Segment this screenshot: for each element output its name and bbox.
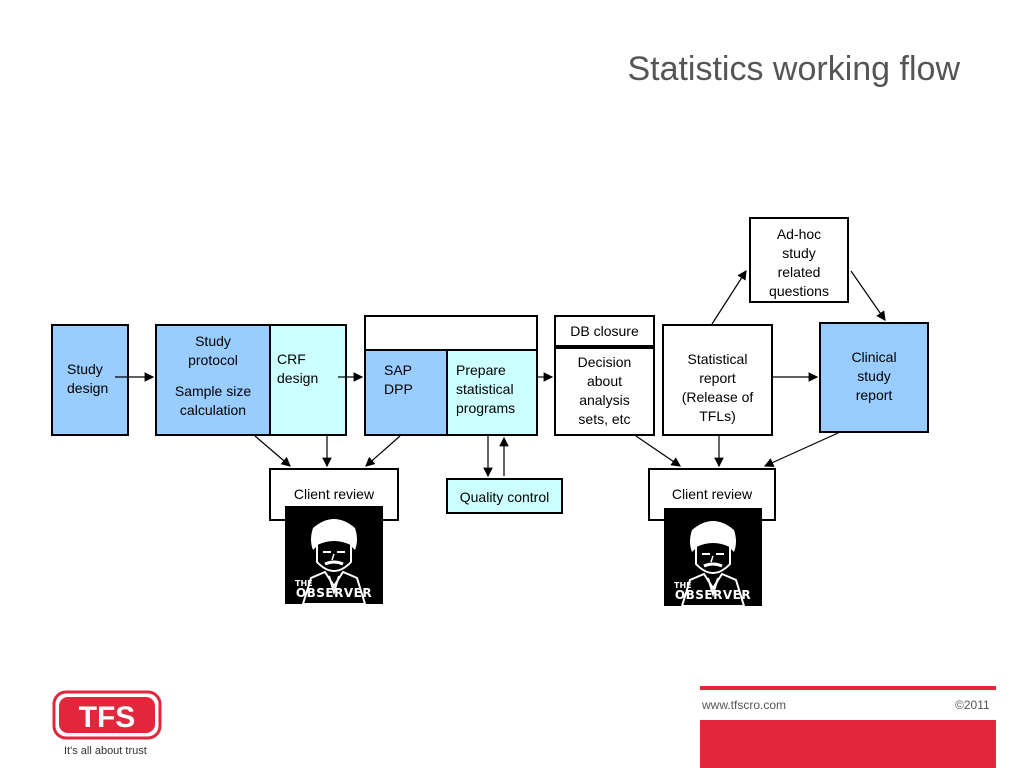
decision-line: Decision: [577, 354, 632, 370]
client-review-label: Client review: [671, 486, 753, 502]
sap-dpp-line: DPP: [384, 381, 413, 397]
footer-line: [700, 686, 996, 690]
adhoc-line: study: [782, 245, 816, 261]
decision-line: sets, etc: [578, 411, 631, 427]
statistical-report-line: TFLs): [699, 408, 736, 424]
footer-red-band: [700, 720, 996, 768]
observer-name-text: OBSERVER: [674, 588, 752, 602]
prepare-programs-line: programs: [456, 400, 516, 416]
observer-name-text: OBSERVER: [295, 586, 373, 600]
footer-url: www.tfscro.com: [702, 698, 787, 712]
study-design-line: design: [67, 380, 109, 396]
statistical-report-line: (Release of: [681, 389, 754, 405]
decision-line: about: [586, 373, 623, 389]
clinical-report-line: study: [857, 368, 891, 384]
quality-control-label: Quality control: [459, 489, 550, 505]
statistical-report-line: report: [699, 370, 736, 386]
prepare-programs-line: Prepare: [456, 362, 506, 378]
arrow-adhoc-to-clinical: [851, 271, 885, 320]
footer-copyright: ©2011: [955, 698, 990, 712]
decision-line: analysis: [579, 392, 630, 408]
clinical-report-line: Clinical: [851, 349, 897, 365]
clinical-report-line: report: [855, 387, 893, 403]
crf-design-line: design: [277, 370, 319, 386]
observer-the-text: THE: [674, 581, 692, 590]
study-protocol-line: Sample size: [174, 383, 252, 399]
arrow-decision-to-review2: [636, 436, 680, 466]
observer-the-text: THE: [295, 579, 313, 588]
prepare-programs-line: statistical: [456, 381, 514, 397]
tfs-logo-text: TFS: [78, 701, 136, 734]
db-closure-label: DB closure: [570, 323, 639, 339]
adhoc-line: Ad-hoc: [776, 226, 822, 242]
adhoc-line: related: [777, 264, 821, 280]
sap-dpp-line: SAP: [384, 362, 413, 378]
adhoc-line: questions: [769, 283, 829, 299]
study-protocol-line: protocol: [188, 352, 238, 368]
arrow-protocol-to-review1: [255, 436, 290, 466]
statistical-report-line: Statistical: [687, 351, 748, 367]
arrow-sap-to-review1: [366, 436, 400, 466]
study-design-line: Study: [67, 361, 103, 377]
tagline: It's all about trust: [64, 745, 147, 757]
study-protocol-line: Study: [195, 333, 231, 349]
arrow-clinical-to-review2: [765, 433, 838, 466]
study-protocol-line: calculation: [179, 402, 247, 418]
client-review-label: Client review: [293, 486, 375, 502]
arrow-report-to-adhoc: [712, 271, 746, 324]
page-title: Statistics working flow: [627, 50, 960, 88]
tfs-logo: [52, 690, 162, 740]
crf-design-line: CRF: [277, 351, 306, 367]
